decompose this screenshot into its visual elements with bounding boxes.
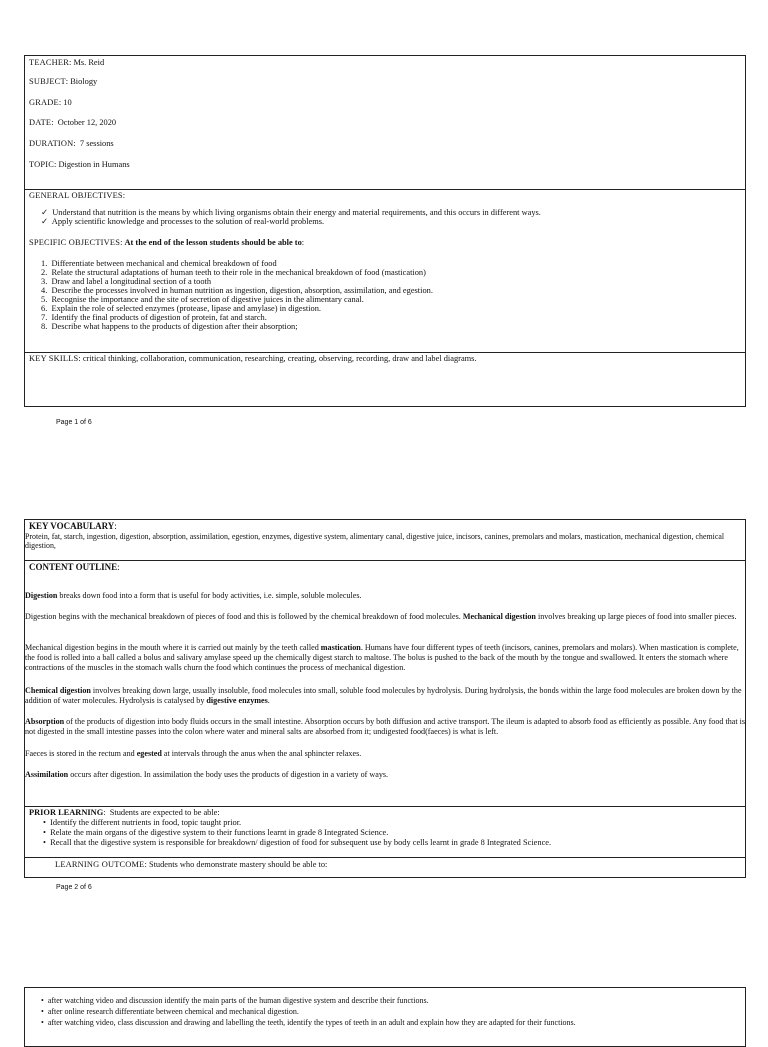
content-paragraph [25,612,747,622]
paragraph-text: involves breaking up large pieces of food into smaller pieces. [535,612,737,621]
objective-text: Relate the structural adaptations of human teeth to their role in the mechanical breakdown of food (mastication) [51,268,426,277]
key-vocab-block [25,521,741,551]
check-icon: ✓ [41,217,49,226]
page2-box [24,519,746,878]
specific-objective-item: 6. Explain the role of selected enzymes (protease, lipase and amylase) in digestion. [41,304,322,313]
specific-objective-item: 2. Relate the structural adaptations of human teeth to their role in the mechanical breakdown of food (mastication) [41,268,426,277]
objective-text: Describe the processes involved in human nutrition as ingestion, digestion, absorption, assimilation, and egestion. [51,286,433,295]
bullet-icon: • [41,1018,44,1027]
duration-value: 7 sessions [79,139,114,148]
outcome-item-text: after watching video, class discussion and drawing and labelling the teeth, identify the types of teeth in an adult and explain how they are adapted for their functions. [47,1018,576,1027]
check-icon: ✓ [41,208,49,217]
objective-text: Explain the role of selected enzymes (protease, lipase and amylase) in digestion. [51,304,322,313]
topic-line: TOPIC: Digestion in Humans [29,160,130,169]
page-number: Page 2 of 6 [56,884,92,891]
objective-text: Describe what happens to the products of digestion after their absorption; [51,322,298,331]
grade-value: 10 [63,98,72,107]
paragraph-text: . Humans have four different types of teeth (incisors, canines, premolars and molars). When mastication is complete, the food is rolled into a ball called a bolus and salivary amylase speed up the chemically digest starch to maltose. The bolus is pushed to the back of the mouth by the tongue and swallowed. It enters the stomach where contractions of the muscles in the stomach walls churn the food which continues the process of mechanical digestion. [25,643,739,672]
bullet-icon: • [43,828,46,837]
paragraph-text: of the products of digestion into body fluids occurs in the small intestine. Absorption occurs by both diffusion and active transport. The ileum is adapted to absorb food as efficiently as possible. Any food that is not digested in the small intestine passes into the colon where water and mineral salts are absorbed from it; undigested food(faeces) is what is left. [25,717,746,736]
field-label: SUBJECT [29,77,66,86]
duration-line: DURATION: 7 sessions [29,139,114,148]
key-skills-line: KEY SKILLS: critical thinking, collaboration, communication, researching, creating, observing, recording, draw and label diagrams. [29,354,477,363]
key-vocab-text: Protein, fat, starch, ingestion, digestion, absorption, assimilation, egestion, enzymes, digestive system, alimentary canal, digestive juice, incisors, canines, premolars and molars, mastication, mechanical digestion, chemical digestion, [25,531,725,550]
teacher-value: Ms. Reid [73,58,105,67]
paragraph-text: . [267,696,270,705]
prior-item [43,818,241,829]
prior-item [43,828,388,839]
page-number: Page 1 of 6 [56,419,92,426]
term: Mechanical digestion [462,612,536,621]
page1-box [24,55,746,407]
objective-text: Understand that nutrition is the means by which living organisms obtain their energy and material requirements, and this occurs in different ways. [52,208,541,217]
specific-objective-item: 5. Recognise the importance and the site of secretion of digestive juices in the alimentary canal. [41,295,364,304]
term: egested [136,749,162,758]
subject-line: SUBJECT: Biology [29,77,98,86]
topic-value: Digestion in Humans [58,160,130,169]
prior-text: Relate the main organs of the digestive system to their functions learnt in grade 8 Integrated Science. [50,828,389,837]
content-outline-heading: CONTENT OUTLINE: [29,562,120,572]
heading-label: SPECIFIC OBJECTIVES [29,238,121,247]
field-label: DATE [29,118,52,127]
field-label: GRADE [29,98,59,107]
outcome-item [41,1007,299,1018]
content-paragraph [25,770,747,780]
heading-label: CONTENT OUTLINE [29,562,118,572]
paragraph-text: occurs after digestion. In assimilation the body uses the products of digestion in a variety of ways. [68,770,389,779]
heading-label: LEARNING OUTCOME [55,860,145,869]
objective-text: Recognise the importance and the site of secretion of digestive juices in the alimentary canal. [51,295,364,304]
specific-objective-item: 4. Describe the processes involved in human nutrition as ingestion, digestion, absorption, assimilation, and egestion. [41,286,433,295]
prior-item [43,838,551,849]
content-paragraph [25,591,747,601]
key-vocab-heading: KEY VOCABULARY: [29,521,117,531]
date-line: DATE: October 12, 2020 [29,118,117,127]
content-outline-section [25,560,745,807]
content-paragraph [25,749,747,759]
objective-text: Differentiate between mechanical and chemical breakdown of food [51,259,277,268]
term: mastication [320,643,361,652]
field-label: TEACHER [29,58,70,67]
heading-label: KEY SKILLS [29,354,79,363]
field-label: TOPIC [29,160,55,169]
outcome-text: Students who demonstrate mastery should be able to: [148,860,328,869]
specific-objectives-heading: SPECIFIC OBJECTIVES: At the end of the lesson students should be able to: [29,238,305,247]
paragraph-text: Faeces is stored in the rectum and [25,749,137,758]
outcome-item [41,996,429,1007]
prior-learning-section [25,806,745,858]
specific-objective-item: 8. Describe what happens to the products of digestion after their absorption; [41,322,298,331]
term: Chemical digestion [25,686,91,695]
page3-box [24,987,746,1047]
objective-text: Apply scientific knowledge and processes to the solution of real-world problems. [51,217,325,226]
key-skills-text: critical thinking, collaboration, communication, researching, creating, observing, recording, draw and label diagrams [82,354,475,363]
paragraph-text: at intervals through the anus when the anal sphincter relaxes. [161,749,362,758]
content-paragraph [25,643,747,673]
prior-learning-heading: PRIOR LEARNING: Students are expected to be able: [29,808,220,817]
key-skills-section [25,352,745,363]
learning-outcome-section [25,857,745,869]
learning-outcome-line: LEARNING OUTCOME: Students who demonstrate mastery should be able to: [55,860,328,869]
heading-label: GENERAL OBJECTIVES [29,191,123,200]
outcome-item-text: after watching video and discussion identify the main parts of the human digestive system and describe their functions. [47,996,429,1005]
prior-text: Identify the different nutrients in food, topic taught prior. [50,818,242,827]
term: Digestion [25,591,58,600]
term: Absorption [25,717,65,726]
content-paragraph [25,717,747,737]
term: digestive enzymes [206,696,268,705]
field-label: DURATION [29,139,74,148]
paragraph-text: involves breaking down large, usually insoluble, food molecules into small, soluble food molecules by hydrolysis. During hydrolysis, the bonds within the large food molecules are broken down by the addition of water molecules. Hydrolysis is catalysed by [25,686,742,705]
grade-line: GRADE: 10 [29,98,72,107]
specific-objective-item: 7. Identify the final products of digestion of protein, fat and starch. [41,313,267,322]
prior-intro: Students are expected to be able: [109,808,220,817]
outcome-item-text: after online research differentiate between chemical and mechanical digestion. [47,1007,299,1016]
date-value: October 12, 2020 [57,118,117,127]
bullet-icon: • [41,996,44,1005]
paragraph-text: Digestion begins with the mechanical breakdown of pieces of food and this is followed by the chemical breakdown of food molecules. [25,612,463,621]
specific-objective-item: 3. Draw and label a longitudinal section of a tooth [41,277,212,286]
bullet-icon: • [43,838,46,847]
specific-objective-item: 1. Differentiate between mechanical and chemical breakdown of food [41,259,277,268]
outcome-item [41,1018,576,1029]
paragraph-text: breaks down food into a form that is useful for body activities, i.e. simple, soluble molecules. [57,591,362,600]
paragraph-text: Mechanical digestion begins in the mouth where it is carried out mainly by the teeth called [25,643,321,652]
heading-label: PRIOR LEARNING [29,808,104,817]
bullet-icon: • [41,1007,44,1016]
bullet-icon: • [43,818,46,827]
specific-objectives-intro: At the end of the lesson students should be able to [124,238,302,247]
prior-text: Recall that the digestive system is responsible for breakdown/ digestion of food for subsequent use by body cells learnt in grade 8 Integrated Science. [50,838,552,847]
content-paragraph [25,686,747,706]
subject-value: Biology [70,77,98,86]
heading-label: KEY VOCABULARY [29,521,115,531]
term: Assimilation [25,770,69,779]
general-objectives-heading: GENERAL OBJECTIVES: [29,191,126,200]
general-objective-item [41,217,324,228]
objective-text: Identify the final products of digestion of protein, fat and starch. [51,313,267,322]
teacher-line: TEACHER: Ms. Reid [29,58,105,67]
general-objectives-section [25,189,745,353]
objective-text: Draw and label a longitudinal section of a tooth [51,277,212,286]
